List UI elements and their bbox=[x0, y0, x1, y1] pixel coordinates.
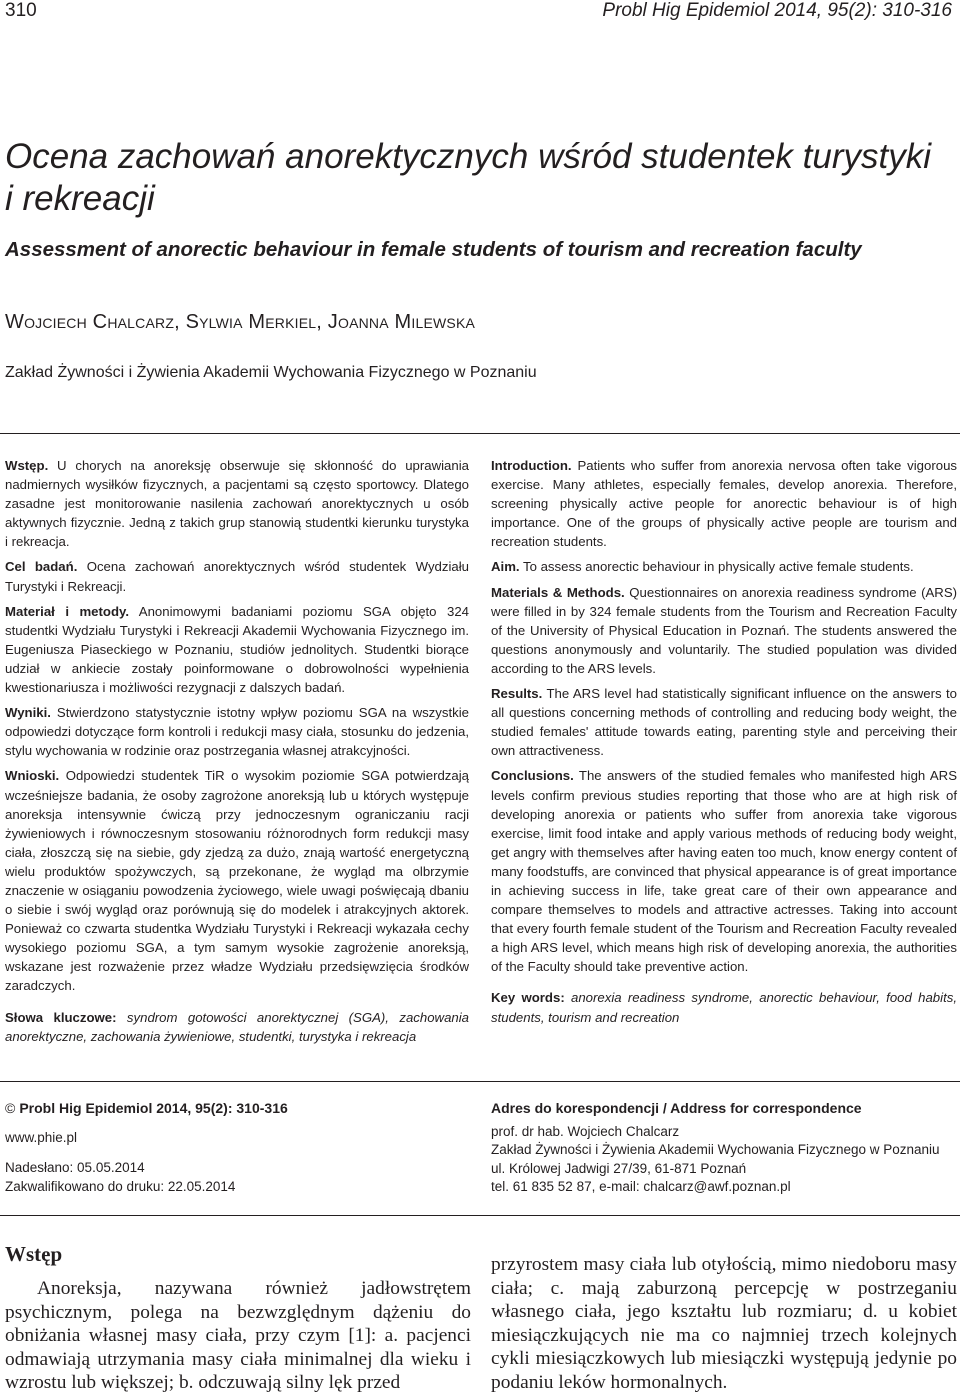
abstract-pl-metody bbox=[5, 602, 469, 697]
text-methods: Questionnaires on anorexia readiness syndrome (ARS) were filled in by 324 female students from the Tourism and Recreation Faculty of the University of Physical Education in Poznań. The students answered the questions anonymously and voluntarily. The studied population was divided according to the ARS levels. bbox=[491, 584, 958, 676]
authors: Wojciech Chalcarz, Sylwia Merkiel, Joanna Milewska bbox=[5, 311, 476, 333]
label-wnioski: Wnioski. bbox=[5, 768, 60, 784]
abstract-en-aim bbox=[491, 557, 957, 576]
correspondence-street: ul. Królowej Jadwigi 27/39, 61-871 Poznań bbox=[491, 1160, 747, 1176]
correspondence-name: prof. dr hab. Wojciech Chalcarz bbox=[491, 1123, 680, 1139]
affiliation: Zakład Żywności i Żywienia Akademii Wychowania Fizycznego w Poznaniu bbox=[5, 364, 537, 381]
abstract-en-conclusions bbox=[491, 766, 957, 976]
abstract-polish bbox=[5, 456, 469, 1052]
label-wstep: Wstęp. bbox=[5, 458, 49, 473]
abstract-pl-wstep bbox=[5, 456, 469, 551]
text-metody: Anonimowymi badaniami poziomu SGA objęto 324 studentki Wydziału Turystyki i Rekreacji Akademii Wychowania Fizycznego im. Eugeniusza Piaseckiego w Poznaniu, studiów jednolitych. Studentki biorące udział w ankiecie zostały poinformowane o dobrowolności wypełnienia kwestionariusza i możliwości rezygnacji z dalszych badań. bbox=[5, 603, 469, 696]
copyright-line bbox=[5, 1099, 465, 1118]
correspondence-info bbox=[491, 1099, 957, 1197]
body-text-right: przyrostem masy ciała lub otyłością, mimo niedoboru masy ciała; c. mają zaburzoną percepcję w postrzeganiu własnego ciała, jego kształtu lub rozmiaru; d. u kobiet miesiączkujących nie ma co najmniej trzech kolejnych cykli miesiączkowych lub miesiączki występują jedynie po podaniu leków hormonalnych. bbox=[491, 1254, 957, 1393]
abstract-english bbox=[491, 456, 957, 1033]
text-results: The ARS level had statistically significant influence on the answers to all questions concerning methods of controlling and reducing body weight, the studied females' attitude towards eating, parenting style and perceiving their own attractiveness. bbox=[491, 686, 957, 759]
divider-middle bbox=[0, 1081, 960, 1082]
abstract-en-methods bbox=[491, 583, 957, 678]
article-title-line-1: Ocena zachowań anorektycznych wśród studentek turystyki bbox=[5, 137, 931, 176]
body-text-left: Anoreksja, nazywana również jadłowstrętem psychicznym, polega na bezwzględnym dążeniu do obniżania własnej masy ciała, przy czym [1]: a. pacjenci odmawiają utrzymania masy ciała minimalnej dla wieku i wzrostu lub większej; b. odczuwają silny lęk przed bbox=[5, 1278, 471, 1394]
publication-info bbox=[5, 1099, 465, 1196]
label-aim: Aim. bbox=[491, 559, 520, 575]
abstract-pl-wnioski bbox=[5, 766, 469, 995]
label-slowa-kluczowe: Słowa kluczowe: bbox=[5, 1009, 117, 1025]
keywords-english bbox=[491, 988, 957, 1026]
label-conclusions: Conclusions. bbox=[491, 768, 574, 784]
text-key-words: anorexia readiness syndrome, anorectic behaviour, food habits, students, tourism and recreation bbox=[491, 990, 957, 1025]
text-cel: Ocena zachowań anorektycznych wśród studentek Wydziału Turystyki i Rekreacji. bbox=[5, 559, 469, 594]
abstract-pl-wyniki bbox=[5, 703, 469, 760]
label-wyniki: Wyniki. bbox=[5, 705, 51, 721]
correspondence-department: Zakład Żywności i Żywienia Akademii Wychowania Fizycznego w Poznaniu bbox=[491, 1142, 940, 1157]
label-methods: Materials & Methods. bbox=[491, 584, 625, 600]
page-number: 310 bbox=[5, 0, 37, 21]
article-title-line-2: i rekreacji bbox=[5, 179, 155, 218]
article-title bbox=[5, 136, 955, 220]
text-slowa-kluczowe: syndrom gotowości anorektycznej (SGA), zachowania anorektyczne, zachowania żywieniowe, studentki, turystyka i rekreacja bbox=[5, 1009, 470, 1044]
received-date: Nadesłano: 05.05.2014 bbox=[5, 1160, 145, 1175]
text-introduction: Patients who suffer from anorexia nervosa often take vigorous exercise. Many athletes, especially females, develop anorexia. Therefore, screening physically active people for anorectic behaviour is of high importance. One of the groups of physically active people are tourism and recreation students. bbox=[491, 458, 957, 550]
label-key-words: Key words: bbox=[491, 990, 565, 1006]
website-link[interactable]: www.phie.pl bbox=[5, 1129, 78, 1145]
text-wstep: U chorych na anoreksję obserwuje się skłonność do uprawiania nadmiernych wysiłków fizycznych, a pacjentami są często sportowcy. Dlatego zasadne jest monitorowanie nasilenia zachowań anorektycznych u osób aktywnych fizycznie. Jedną z takich grup stanowią studentki kierunku turystyka i rekreacja. bbox=[5, 458, 469, 550]
text-wyniki: Stwierdzono statystycznie istotny wpływ poziomu SGA na wszystkie odpowiedzi dotyczące form kontroli i redukcji masy ciała, stosunku do jedzenia, stylu wychowania w rodzinie oraz postrzegania własnej atrakcyjności. bbox=[5, 705, 469, 759]
text-wnioski: Odpowiedzi studentek TiR o wysokim poziomie SGA potwierdzają wcześniejsze badania, że osoby zagrożone anoreksją lub u których występuje anoreksja intensywnie ćwiczą przy jednoczesnym ograniczaniu racji żywieniowych i równoczesnym stosowaniu różnorodnych form redukcji masy ciała, złoszczą się na siebie, gdy zjedzą za dużo, znają wartość energetyczną wielu produktów spożywczych, są przekonane, że wygląd ma olbrzymie znaczenie w osiąganiu powodzenia życiowego, wiele uwagi poświęcają dbaniu o siebie i swój wygląd oraz porównują się do modelek i atrakcyjnych aktorek. Ponieważ co czwarta studentka Wydziału Turystyki i Rekreacji wykazała cechy wysokiego poziomu SGA, a tym samym wysokie zagrożenie anoreksją, wskazane jest rozważenie przez władze Wydziału przedsięwzięcia środków zaradczych. bbox=[5, 768, 469, 994]
article-subtitle: Assessment of anorectic behaviour in female students of tourism and recreation faculty bbox=[5, 238, 862, 261]
label-results: Results. bbox=[491, 686, 543, 702]
accepted-date: Zakwalifikowano do druku: 22.05.2014 bbox=[5, 1178, 236, 1194]
copyright-icon: © bbox=[5, 1100, 16, 1116]
text-aim: To assess anorectic behaviour in physically active female students. bbox=[519, 559, 914, 575]
keywords-polish bbox=[5, 1008, 469, 1046]
label-introduction: Introduction. bbox=[491, 458, 572, 473]
label-cel: Cel badań. bbox=[5, 559, 78, 575]
abstract-en-results bbox=[491, 684, 957, 760]
abstract-pl-cel bbox=[5, 557, 469, 595]
text-conclusions: The answers of the studied females who manifested high ARS levels confirm previous studies reporting that those who are at high risk of developing anorexia or patients who suffer from anorexia take vigorous exercise, limit food intake and apply various methods of reducing body weight, get angry with themselves after having eaten too much, know energy content of many foodstuffs, are convinced that physical appearance is of great importance in achieving success in life, take great care of their own appearance and compare themselves to models and attractive actresses. Taking into account that every fourth female student of the Tourism and Recreation Faculty revealed a high ARS level, which means high risk of developing anorexia, the authorities of the Faculty should take preventive action. bbox=[491, 768, 957, 975]
divider-bottom bbox=[0, 1215, 960, 1216]
abstract-en-introduction bbox=[491, 456, 957, 551]
divider-top bbox=[0, 433, 960, 434]
section-heading-wstep: Wstęp bbox=[5, 1242, 63, 1266]
correspondence-contact: tel. 61 835 52 87, e-mail: chalcarz@awf.poznan.pl bbox=[491, 1179, 791, 1194]
journal-reference: Probl Hig Epidemiol 2014, 95(2): 310-316 bbox=[602, 0, 952, 21]
label-metody: Materiał i metody. bbox=[5, 603, 130, 619]
correspondence-title: Adres do korespondencji / Address for correspondence bbox=[491, 1100, 862, 1116]
copyright-text: Probl Hig Epidemiol 2014, 95(2): 310-316 bbox=[19, 1100, 288, 1116]
